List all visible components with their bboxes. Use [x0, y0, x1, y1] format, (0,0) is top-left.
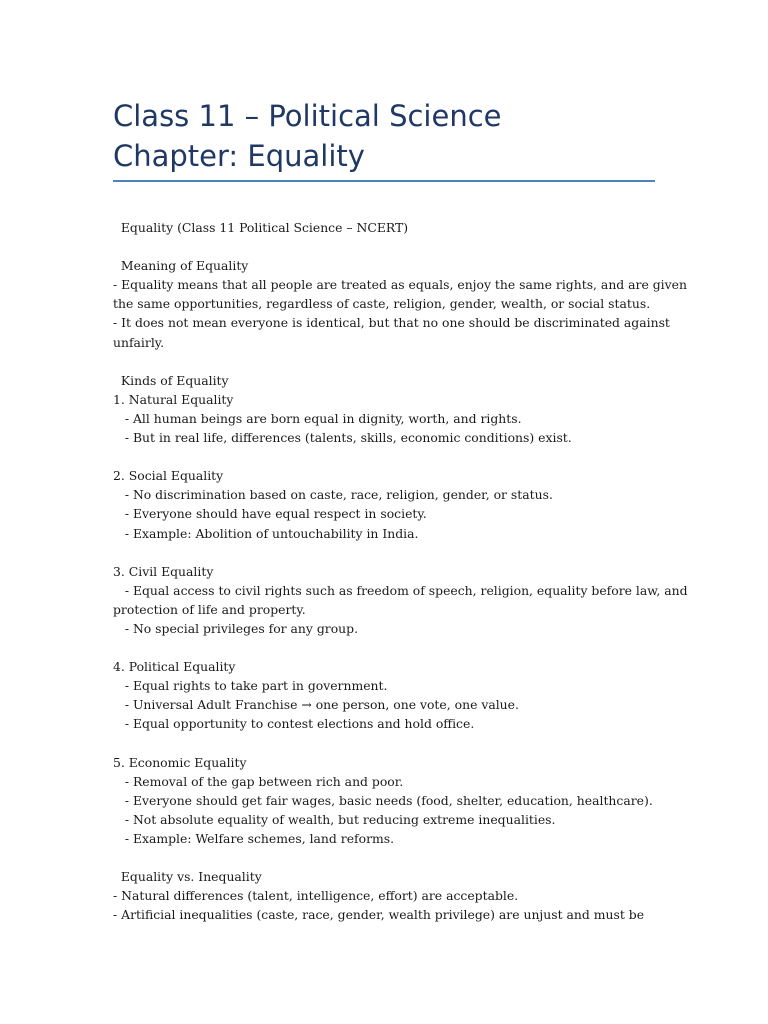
blank-line — [113, 543, 653, 562]
text-line: - Equal opportunity to contest elections and hold office. — [113, 716, 475, 732]
text-line: - Everyone should have equal respect in society. — [113, 506, 427, 522]
chapter-title: Chapter: Equality — [113, 139, 365, 173]
text-line: - Equality means that all people are treated as equals, enjoy the same rights, and are given — [113, 277, 687, 293]
text-line: - It does not mean everyone is identical, but that no one should be discriminated against — [113, 315, 670, 331]
text-line: Meaning of Equality — [113, 258, 249, 274]
text-line: - Equal rights to take part in government. — [113, 678, 388, 694]
document-body — [113, 218, 688, 924]
text-line: unfairly. — [113, 334, 165, 350]
text-line: 2. Social Equality — [113, 468, 224, 484]
blank-line — [113, 447, 653, 466]
text-line: - Example: Abolition of untouchability in India. — [113, 525, 419, 541]
text-line: - Artificial inequalities (caste, race, gender, wealth privilege) are unjust and must be — [113, 907, 645, 923]
text-line: - Removal of the gap between rich and poor. — [113, 773, 404, 789]
text-line: - Not absolute equality of wealth, but reducing extreme inequalities. — [113, 811, 556, 827]
blank-line — [113, 848, 653, 867]
text-line: - No discrimination based on caste, race, religion, gender, or status. — [113, 487, 553, 503]
text-line: 5. Economic Equality — [113, 754, 247, 770]
text-line: - All human beings are born equal in dignity, worth, and rights. — [113, 410, 522, 426]
text-line: - Universal Adult Franchise → one person, one vote, one value. — [113, 697, 519, 713]
text-line: 1. Natural Equality — [113, 391, 234, 407]
text-line: protection of life and property. — [113, 601, 306, 617]
text-line: the same opportunities, regardless of caste, religion, gender, wealth, or social status. — [113, 296, 651, 312]
document-title: Class 11 – Political Science — [113, 99, 502, 133]
text-line: - No special privileges for any group. — [113, 620, 359, 636]
text-line: - Example: Welfare schemes, land reforms. — [113, 831, 395, 846]
blank-line — [113, 734, 653, 753]
text-line: - Equal access to civil rights such as freedom of speech, religion, equality before law, and — [113, 582, 688, 598]
text-line: - But in real life, differences (talents, skills, economic conditions) exist. — [113, 430, 572, 446]
blank-line — [113, 352, 653, 371]
text-line: - Everyone should get fair wages, basic needs (food, shelter, education, healthcare). — [113, 792, 653, 808]
text-line: - Natural differences (talent, intelligence, effort) are acceptable. — [113, 888, 519, 904]
blank-line — [113, 638, 653, 657]
text-line: Kinds of Equality — [113, 372, 229, 388]
text-line: 4. Political Equality — [113, 659, 236, 675]
text-line: Equality vs. Inequality — [113, 869, 262, 885]
text-line: 3. Civil Equality — [113, 563, 214, 579]
title-block — [113, 96, 658, 182]
title-divider — [113, 180, 655, 182]
blank-line — [113, 237, 653, 256]
text-line: Equality (Class 11 Political Science – NCERT) — [113, 220, 409, 235]
